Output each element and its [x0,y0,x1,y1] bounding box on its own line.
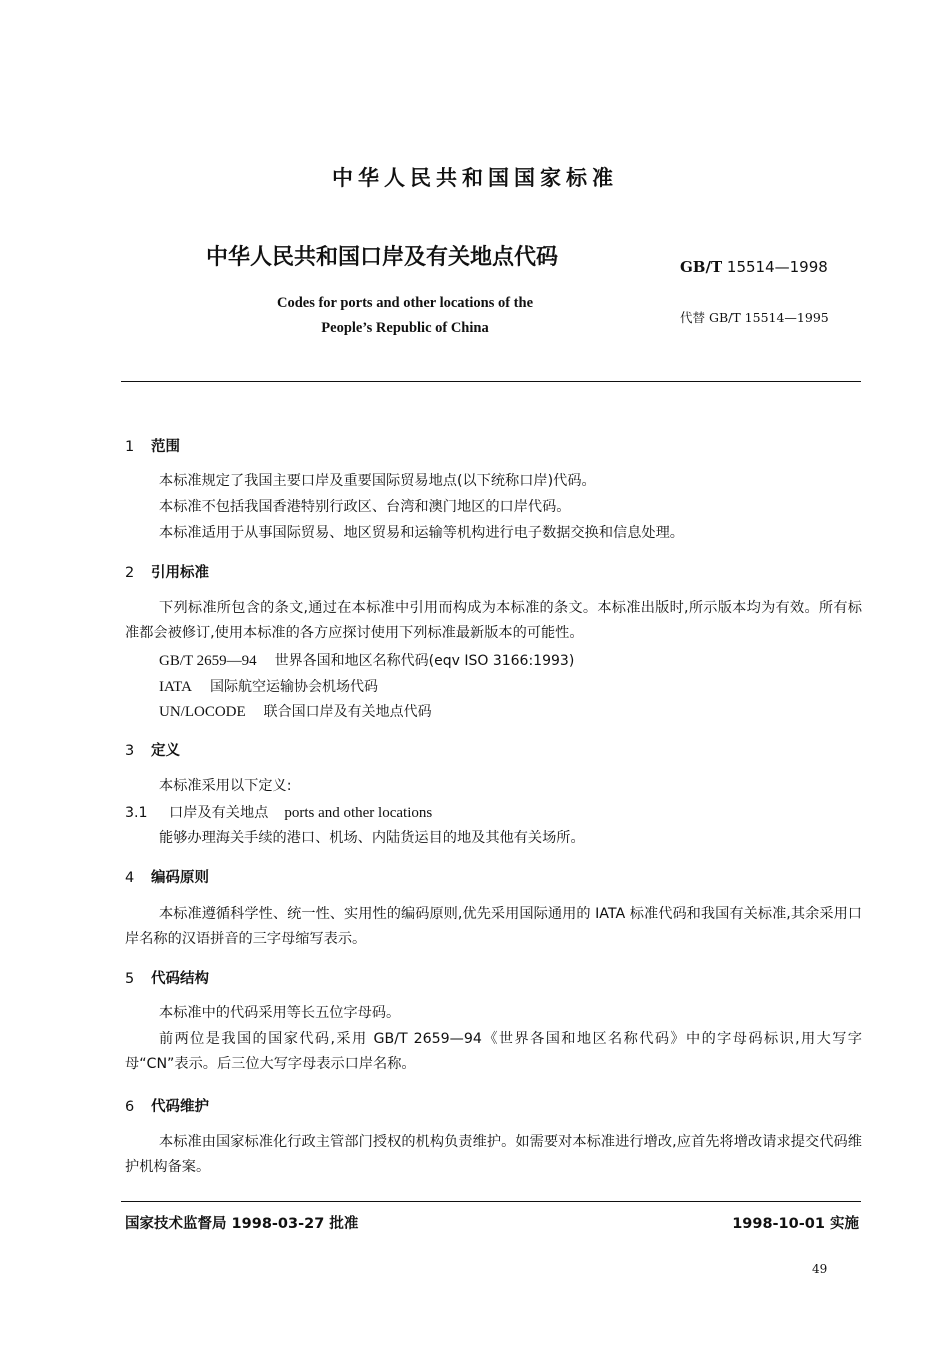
section-heading-3 [125,739,180,760]
reference-code: UN/LOCODE [159,704,246,720]
document-title-cn: 中华人民共和国口岸及有关地点代码 [206,245,559,270]
definition-number: 3.1 [125,805,148,821]
paragraph: 本标准遵循科学性、统一性、实用性的编码原则,优先采用国际通用的 IATA 标准代码和我国有关标准,其余采用口岸名称的汉语拼音的三字母缩写表示。 [125,906,862,947]
standard-number-value: 15514—1998 [726,258,828,276]
reference-item [159,701,432,721]
term-en: ports and other locations [284,805,433,821]
section-title: 编码原则 [151,870,209,886]
paragraph: 本标准规定了我国主要口岸及重要国际贸易地点(以下统称口岸)代码。 [159,473,596,489]
section-title: 代码维护 [151,1099,209,1115]
section-heading-4 [125,866,209,887]
page-number: 49 [812,1262,828,1276]
section-number: 1 [125,439,135,455]
section-title: 引用标准 [151,565,209,581]
section-number: 4 [125,870,135,886]
reference-description: 国际航空运输协会机场代码 [209,679,378,695]
section-title: 代码结构 [151,971,209,987]
reference-item [159,650,574,670]
footer-divider [121,1201,861,1202]
section-number: 6 [125,1099,135,1115]
reference-description: 联合国口岸及有关地点代码 [263,704,432,720]
document-title-en [200,291,610,341]
title-en-line-2: People’s Republic of China [321,320,489,336]
replaces-standard: 代替 GB/T 15514—1995 [680,310,829,325]
paragraph: 前两位是我国的国家代码,采用 GB/T 2659—94《世界各国和地区名称代码》中的字母码标识,用大写字母“CN”表示。后三位大写字母表示口岸名称。 [125,1031,862,1072]
section-heading-2 [125,561,209,582]
section-heading-6 [125,1095,209,1116]
national-standard-heading: 中华人民共和国国家标准 [332,166,618,190]
paragraph: 本标准不包括我国香港特别行政区、台湾和澳门地区的口岸代码。 [159,499,571,515]
paragraph: 本标准由国家标准化行政主管部门授权的机构负责维护。如需要对本标准进行增改,应首先将增改请求提交代码维护机构备案。 [125,1134,862,1175]
section-number: 3 [125,743,135,759]
paragraph: 本标准采用以下定义: [159,778,292,794]
term-cn: 口岸及有关地点 [169,805,269,821]
header-divider [121,381,861,382]
section-heading-5 [125,967,209,988]
reference-code: IATA [159,679,192,695]
approval-date: 国家技术监督局 1998-03-27 批准 [125,1216,359,1232]
paragraph: 下列标准所包含的条文,通过在本标准中引用而构成为本标准的条文。本标准出版时,所示版本均为有效。所有标准都会被修订,使用本标准的各方应探讨使用下列标准最新版本的可能性。 [125,600,862,641]
effective-date: 1998-10-01 实施 [732,1216,859,1232]
paragraph: 本标准中的代码采用等长五位字母码。 [159,1005,401,1021]
section-number: 5 [125,971,135,987]
reference-code: GB/T 2659—94 [159,653,257,669]
section-heading-1 [125,435,180,456]
definition-text: 能够办理海关手续的港口、机场、内陆货运目的地及其他有关场所。 [159,830,585,846]
paragraph: 本标准适用于从事国际贸易、地区贸易和运输等机构进行电子数据交换和信息处理。 [159,525,684,541]
reference-description: 世界各国和地区名称代码(eqv ISO 3166:1993) [274,653,575,669]
title-en-line-1: Codes for ports and other locations of the [276,295,534,311]
section-number: 2 [125,565,135,581]
standard-prefix: GB/T [680,258,723,276]
section-title: 范围 [151,439,180,455]
standard-number [680,258,828,276]
reference-item [159,676,378,696]
definition-term [125,802,432,822]
section-title: 定义 [151,743,180,759]
